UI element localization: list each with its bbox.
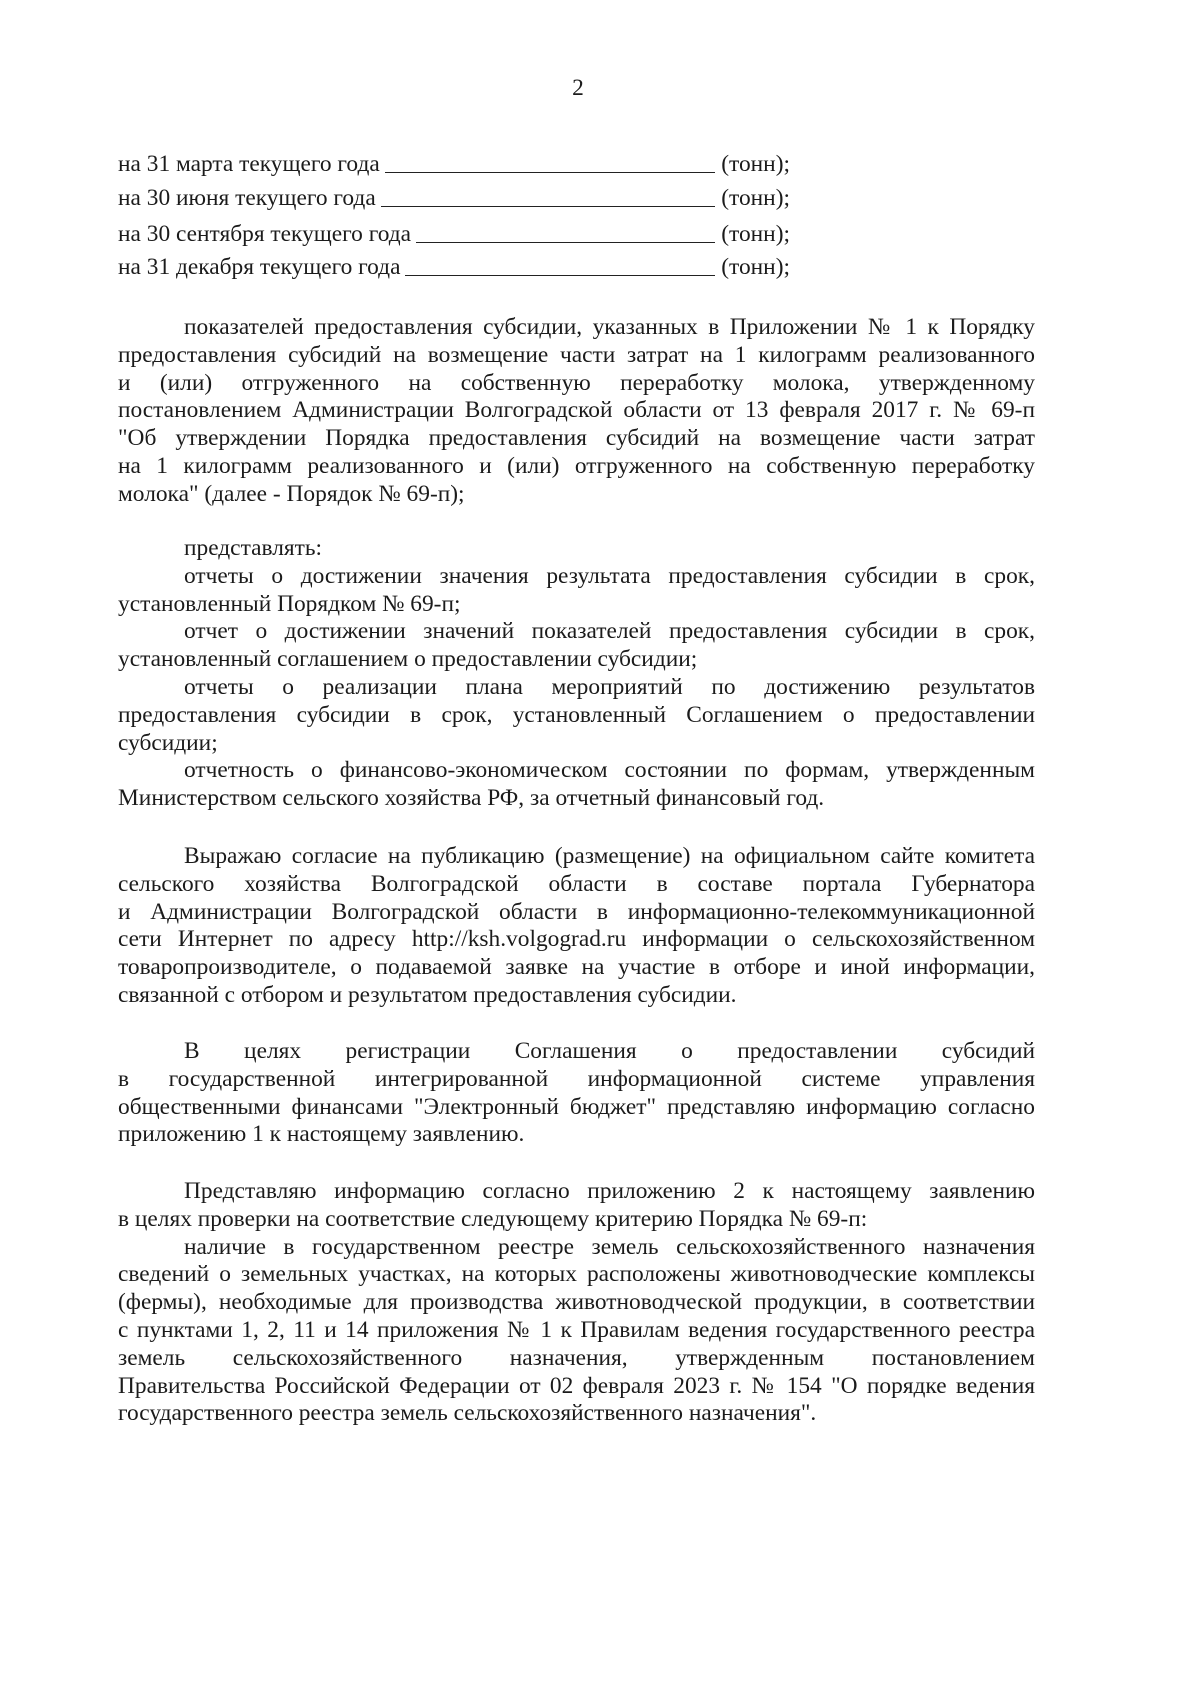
quantity-blank-line	[381, 206, 716, 207]
quantity-blank-line	[416, 242, 715, 243]
paragraph-line: товаропроизводителе, о подаваемой заявке на участие в отборе и иной информации,	[118, 954, 1035, 981]
paragraph-line: постановлением Администрации Волгоградской области от 13 февраля 2017 г. № 69-п	[118, 397, 1035, 424]
quantity-unit: (тонн);	[721, 254, 790, 280]
publication-consent-paragraph	[118, 843, 1035, 1010]
paragraph-line: с пунктами 1, 2, 11 и 14 приложения № 1 к Правилам ведения государственного реестра	[118, 1316, 1035, 1343]
paragraph-line: земель сельскохозяйственного назначения, утвержденным постановлением	[118, 1344, 1035, 1371]
indicators-paragraph	[118, 314, 1035, 509]
paragraph-line: молока" (далее - Порядок № 69-п);	[118, 480, 465, 507]
paragraph-line: в целях проверки на соответствие следующему критерию Порядка № 69-п:	[118, 1205, 868, 1232]
paragraph-line: отчет о достижении значений показателей предоставления субсидии в срок,	[184, 618, 1035, 645]
reporting-obligations-paragraph	[118, 535, 1035, 813]
quantity-date-label: на 31 декабря текущего года	[118, 254, 401, 280]
paragraph-line: связанной с отбором и результатом предоставления субсидии.	[118, 981, 737, 1008]
paragraph-line: и Администрации Волгоградской области в информационно-телекоммуникационной	[118, 898, 1035, 925]
quantity-unit: (тонн);	[721, 151, 790, 177]
paragraph-line: общественными финансами "Электронный бюджет" представляю информацию согласно	[118, 1093, 1035, 1120]
paragraph-line: (фермы), необходимые для производства животноводческой продукции, в соответствии	[118, 1289, 1035, 1316]
paragraph-line: сети Интернет по адресу http://ksh.volgograd.ru информации о сельскохозяйственном	[118, 926, 1035, 953]
paragraph-line: на 1 килограмм реализованного и (или) отгруженного на собственную переработку	[118, 452, 1035, 479]
paragraph-line: наличие в государственном реестре земель сельскохозяйственного назначения	[184, 1233, 1035, 1260]
paragraph-line: Выражаю согласие на публикацию (размещение) на официальном сайте комитета	[184, 843, 1035, 869]
paragraph-line: сведений о земельных участках, на которых расположены животноводческие комплексы	[118, 1261, 1035, 1288]
paragraph-line: отчеты о реализации плана мероприятий по достижению результатов	[184, 673, 1035, 700]
page-number: 2	[572, 75, 584, 101]
quantity-row	[118, 250, 790, 284]
quantity-blank-line	[405, 275, 715, 276]
paragraph-line: установленный соглашением о предоставлении субсидии;	[118, 646, 698, 673]
quantity-blank-line	[385, 172, 716, 173]
paragraph-line: и (или) отгруженного на собственную переработку молока, утвержденному	[118, 369, 1035, 396]
paragraph-line: установленный Порядком № 69-п;	[118, 590, 461, 617]
quantity-date-label: на 30 сентября текущего года	[118, 221, 412, 247]
paragraph-line: субсидии;	[118, 729, 218, 756]
paragraph-line: предоставления субсидий на возмещение части затрат на 1 килограмм реализованного	[118, 341, 1035, 368]
quantity-date-label: на 31 марта текущего года	[118, 151, 380, 177]
paragraph-line: Правительства Российской Федерации от 02 февраля 2023 г. № 154 "О порядке ведения	[118, 1372, 1035, 1399]
electronic-budget-paragraph	[118, 1038, 1035, 1149]
paragraph-line: представлять:	[184, 535, 323, 561]
paragraph-line: сельского хозяйства Волгоградской области в составе портала Губернатора	[118, 870, 1035, 897]
paragraph-line: в государственной интегрированной информационной системе управления	[118, 1065, 1035, 1092]
paragraph-line: "Об утверждении Порядка предоставления субсидий на возмещение части затрат	[118, 425, 1035, 452]
paragraph-line: Министерством сельского хозяйства РФ, за отчетный финансовый год.	[118, 785, 825, 812]
quantity-date-label: на 30 июня текущего года	[118, 185, 376, 211]
quantity-unit: (тонн);	[721, 185, 790, 211]
land-registry-paragraph	[118, 1178, 1035, 1428]
quantity-unit: (тонн);	[721, 221, 790, 247]
paragraph-line: отчетность о финансово-экономическом состоянии по формам, утвержденным	[184, 757, 1035, 784]
quantity-row	[118, 147, 790, 181]
quantity-row	[118, 181, 790, 215]
paragraph-line: показателей предоставления субсидии, указанных в Приложении № 1 к Порядку	[184, 314, 1035, 340]
paragraph-line: приложению 1 к настоящему заявлению.	[118, 1121, 525, 1148]
paragraph-line: В целях регистрации Соглашения о предоставлении субсидий	[184, 1038, 1035, 1064]
paragraph-line: Представляю информацию согласно приложению 2 к настоящему заявлению	[184, 1178, 1035, 1204]
quantity-row	[118, 217, 790, 251]
paragraph-line: государственного реестра земель сельскохозяйственного назначения".	[118, 1400, 817, 1427]
paragraph-line: предоставления субсидии в срок, установленный Соглашением о предоставлении	[118, 701, 1035, 728]
paragraph-line: отчеты о достижении значения результата предоставления субсидии в срок,	[184, 562, 1035, 589]
